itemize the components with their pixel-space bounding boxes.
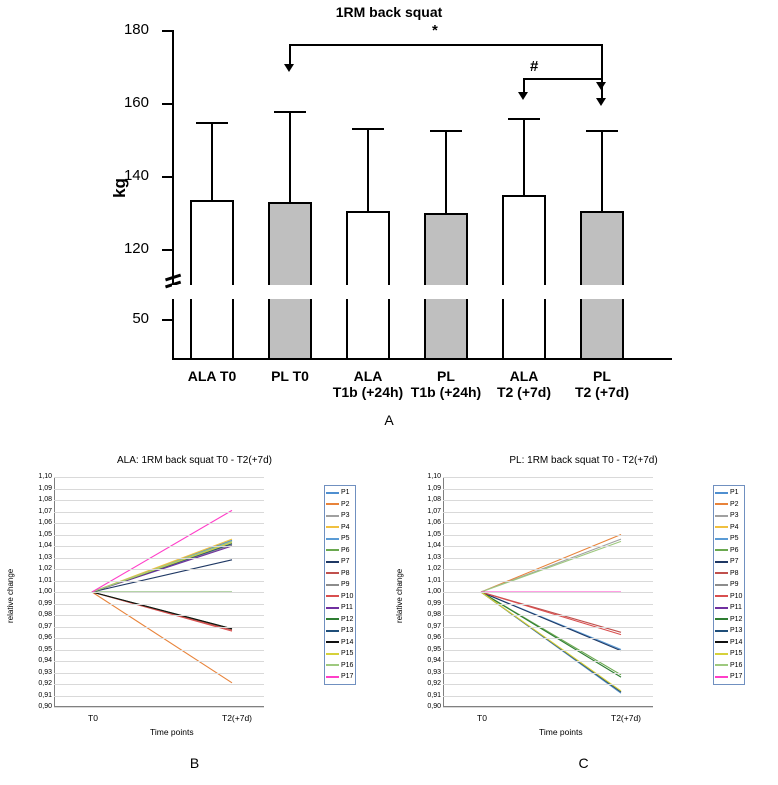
x-label-ala-t0 — [169, 368, 255, 384]
panel-b-plot-area — [38, 473, 264, 710]
legend-swatch — [715, 503, 728, 505]
y-tick-label: 0,92 — [38, 680, 52, 687]
y-tick-label: 0,97 — [38, 622, 52, 630]
legend-swatch — [326, 492, 339, 494]
legend-swatch — [326, 503, 339, 505]
y-axis-label: kg — [109, 178, 129, 198]
legend-item — [326, 579, 353, 591]
legend-item — [715, 487, 742, 499]
x-label-pl-t1b-line2: T1b (+24h) — [410, 384, 482, 400]
legend-label: P15 — [730, 650, 743, 658]
gridline — [443, 546, 653, 547]
legend-swatch — [326, 618, 339, 620]
error-bar-pl-t2 — [601, 130, 603, 212]
gridline — [54, 523, 264, 524]
panel-b-xtick-t0: T0 — [88, 713, 98, 723]
legend-swatch — [326, 584, 339, 586]
legend-swatch — [326, 561, 339, 563]
panel-b-y-axis-label: relative change — [6, 568, 15, 623]
y-tick-label: 1,06 — [38, 519, 52, 526]
error-cap-ala-t2 — [508, 118, 540, 120]
series-line-P7 — [92, 560, 232, 592]
legend-item — [715, 568, 742, 580]
legend-label: P8 — [730, 569, 739, 577]
legend-label: P13 — [341, 627, 354, 635]
legend-label: P5 — [730, 535, 739, 543]
legend-item — [715, 545, 742, 557]
y-tick-label: 0,95 — [38, 645, 52, 653]
legend-item — [326, 671, 353, 683]
bar-ala-t0-lower — [190, 299, 234, 358]
y-tick-label: 1,01 — [38, 576, 52, 584]
gridline — [54, 535, 264, 536]
panel-b-title: ALA: 1RM back squat T0 - T2(+7d) — [117, 455, 272, 466]
error-cap-pl-t1b — [430, 130, 462, 132]
y-tick-label: 1,09 — [427, 484, 441, 492]
legend-label: P2 — [341, 500, 350, 508]
y-tick-120 — [123, 240, 172, 257]
legend-label: P11 — [730, 604, 742, 612]
legend-item — [715, 522, 742, 534]
panel-c-plot-area — [427, 473, 653, 710]
legend-item — [326, 556, 353, 568]
legend-swatch — [326, 676, 339, 678]
legend-swatch — [715, 538, 728, 540]
x-label-pl-t2-line1: PL — [593, 368, 611, 384]
gridline — [443, 592, 653, 593]
y-tick-label: 1,08 — [38, 496, 52, 503]
chart-title: 1RM back squat — [335, 4, 443, 20]
legend-item — [715, 499, 742, 511]
series-line-P14 — [92, 592, 232, 629]
x-label-pl-t1b-line1: PL — [437, 368, 455, 384]
gridline — [443, 615, 653, 616]
legend-label: P1 — [341, 489, 350, 497]
legend-swatch — [715, 584, 728, 586]
gridline — [54, 661, 264, 662]
y-tick-label: 0,96 — [427, 634, 441, 641]
y-tick-label: 0,99 — [38, 599, 52, 607]
panel-letter-b: B — [189, 755, 200, 771]
bar-ala-t2-lower — [502, 299, 546, 358]
legend-swatch — [326, 664, 339, 666]
legend-item — [326, 660, 353, 672]
legend-swatch — [326, 595, 339, 597]
legend-label: P10 — [341, 592, 354, 600]
y-tick-label: 0,94 — [38, 657, 52, 664]
legend-item — [715, 556, 742, 568]
y-tick-label-50: 50 — [132, 310, 149, 327]
gridline — [443, 535, 653, 536]
series-line-P16 — [92, 541, 232, 592]
legend-label: P7 — [730, 558, 739, 566]
gridline — [443, 558, 653, 559]
y-tick-label: 1,05 — [38, 530, 52, 538]
x-label-ala-t2 — [481, 368, 567, 400]
x-label-ala-t2-line1: ALA — [509, 368, 539, 384]
error-cap-ala-t0 — [196, 122, 228, 124]
legend-label: P6 — [341, 546, 350, 554]
legend-item — [326, 499, 353, 511]
legend-swatch — [326, 526, 339, 528]
error-cap-pl-t2 — [586, 130, 618, 132]
y-tick-label: 0,96 — [38, 634, 52, 641]
series-line-P2 — [481, 535, 621, 593]
legend-label: P12 — [730, 615, 743, 623]
panel-c-xtick-t2: T2(+7d) — [611, 713, 641, 723]
legend-label: P10 — [730, 592, 743, 600]
panel-b-line-chart — [0, 455, 389, 785]
gridline — [443, 489, 653, 490]
sig-arrow-star-left — [284, 64, 294, 72]
legend-swatch — [715, 572, 728, 574]
y-tick-label: 1,03 — [38, 553, 52, 561]
gridline — [54, 592, 264, 593]
sig-arrow-hash-left — [518, 92, 528, 100]
bar-ala-t1b-lower — [346, 299, 390, 358]
legend-item — [715, 660, 742, 672]
y-axis-line — [123, 21, 174, 360]
series-line-P12 — [481, 592, 621, 677]
y-tick-label: 1,06 — [427, 519, 441, 526]
x-label-ala-t1b — [325, 368, 411, 400]
gridline — [443, 627, 653, 628]
gridline — [54, 673, 264, 674]
panel-b-legend — [324, 485, 356, 685]
gridline — [443, 581, 653, 582]
panel-b-x-axis-label: Time points — [150, 727, 194, 737]
y-tick-label: 1,09 — [38, 484, 52, 492]
y-tick-label: 0,91 — [38, 691, 52, 699]
y-tick-label: 0,90 — [427, 703, 441, 710]
x-label-pl-t2-line2: T2 (+7d) — [574, 384, 630, 400]
gridline — [443, 512, 653, 513]
axis-break-band — [172, 285, 672, 299]
x-label-pl-t1b — [403, 368, 489, 400]
gridline — [443, 661, 653, 662]
legend-item — [326, 533, 353, 545]
sig-bracket-star-left — [289, 44, 291, 66]
legend-item — [326, 614, 353, 626]
legend-item — [715, 671, 742, 683]
gridline — [54, 604, 264, 605]
gridline — [54, 512, 264, 513]
gridline — [54, 569, 264, 570]
legend-swatch — [715, 515, 728, 517]
legend-label: P17 — [341, 673, 354, 681]
legend-item — [326, 591, 353, 603]
y-tick-180 — [123, 21, 172, 38]
y-tick-label: 1,00 — [38, 588, 52, 595]
y-tick-label: 1,03 — [427, 553, 441, 561]
legend-item — [715, 625, 742, 637]
y-tick-label: 0,90 — [38, 703, 52, 710]
x-label-pl-t2 — [559, 368, 645, 400]
gridline — [443, 604, 653, 605]
legend-swatch — [326, 607, 339, 609]
x-label-ala-t0-line1: ALA T0 — [187, 368, 237, 384]
panel-c-title: PL: 1RM back squat T0 - T2(+7d) — [509, 455, 658, 466]
legend-label: P7 — [341, 558, 350, 566]
panel-b-xtick-t2: T2(+7d) — [222, 713, 252, 723]
error-cap-pl-t0 — [274, 111, 306, 113]
legend-swatch — [326, 641, 339, 643]
gridline — [443, 569, 653, 570]
gridline — [54, 707, 264, 708]
legend-item — [715, 579, 742, 591]
gridline — [54, 489, 264, 490]
gridline — [443, 684, 653, 685]
bar-pl-t0-lower — [268, 299, 312, 358]
series-line-P10 — [481, 592, 621, 635]
gridline — [443, 707, 653, 708]
legend-swatch — [715, 549, 728, 551]
error-bar-ala-t1b — [367, 128, 369, 212]
legend-item — [715, 602, 742, 614]
gridline — [443, 696, 653, 697]
legend-item — [715, 533, 742, 545]
legend-label: P4 — [341, 523, 350, 531]
legend-swatch — [715, 618, 728, 620]
panel-c-line-chart — [389, 455, 778, 785]
gridline — [443, 638, 653, 639]
y-tick-label: 0,98 — [427, 611, 441, 618]
gridline — [54, 615, 264, 616]
x-label-ala-t1b-line1: ALA — [353, 368, 383, 384]
y-tick-label-140: 140 — [123, 167, 149, 184]
x-label-ala-t2-line2: T2 (+7d) — [496, 384, 552, 400]
y-tick-label: 0,98 — [38, 611, 52, 618]
legend-swatch — [715, 595, 728, 597]
sig-arrow-hash-right — [596, 98, 606, 106]
legend-item — [326, 510, 353, 522]
legend-label: P3 — [730, 512, 739, 520]
legend-swatch — [715, 607, 728, 609]
y-tick-label: 1,02 — [38, 565, 52, 572]
gridline — [54, 500, 264, 501]
legend-label: P12 — [341, 615, 354, 623]
y-tick-label: 0,97 — [427, 622, 441, 630]
error-bar-ala-t2 — [523, 118, 525, 196]
sig-bracket-hash-right — [601, 78, 603, 100]
legend-label: P3 — [341, 512, 350, 520]
bar-pl-t2-lower — [580, 299, 624, 358]
legend-label: P8 — [341, 569, 350, 577]
x-label-pl-t0 — [247, 368, 333, 384]
y-tick-label: 0,91 — [427, 691, 441, 699]
y-tick-label-120: 120 — [123, 240, 149, 257]
legend-label: P5 — [341, 535, 350, 543]
x-label-pl-t0-line1: PL T0 — [271, 368, 309, 384]
gridline — [443, 523, 653, 524]
legend-swatch — [326, 653, 339, 655]
x-label-ala-t1b-line2: T1b (+24h) — [332, 384, 404, 400]
gridline — [54, 627, 264, 628]
legend-swatch — [326, 515, 339, 517]
y-tick-50 — [132, 310, 172, 327]
legend-swatch — [715, 664, 728, 666]
gridline — [54, 581, 264, 582]
legend-swatch — [326, 630, 339, 632]
sig-bracket-star — [289, 44, 601, 46]
gridline — [54, 638, 264, 639]
legend-swatch — [326, 572, 339, 574]
legend-item — [715, 614, 742, 626]
legend-item — [326, 545, 353, 557]
legend-label: P13 — [730, 627, 743, 635]
gridline — [443, 500, 653, 501]
legend-label: P9 — [730, 581, 739, 589]
y-tick-label: 0,99 — [427, 599, 441, 607]
legend-label: P1 — [730, 489, 739, 497]
legend-swatch — [715, 526, 728, 528]
legend-swatch — [326, 538, 339, 540]
gridline — [54, 546, 264, 547]
y-tick-label: 1,10 — [38, 473, 52, 480]
y-tick-label: 1,07 — [427, 507, 441, 515]
legend-label: P14 — [341, 638, 354, 646]
gridline — [443, 650, 653, 651]
legend-label: P16 — [730, 661, 743, 669]
sig-symbol-star: * — [432, 22, 438, 39]
legend-swatch — [715, 561, 728, 563]
legend-swatch — [715, 492, 728, 494]
legend-label: P9 — [341, 581, 350, 589]
legend-item — [326, 522, 353, 534]
legend-item — [715, 648, 742, 660]
gridline — [54, 696, 264, 697]
panel-letter-a: A — [384, 412, 394, 428]
y-tick-label: 1,00 — [427, 588, 441, 595]
legend-label: P16 — [341, 661, 354, 669]
legend-item — [326, 602, 353, 614]
legend-item — [326, 487, 353, 499]
y-tick-label: 1,01 — [427, 576, 441, 584]
legend-item — [326, 648, 353, 660]
legend-label: P17 — [730, 673, 743, 681]
y-tick-label: 1,02 — [427, 565, 441, 572]
legend-item — [326, 637, 353, 649]
legend-label: P6 — [730, 546, 739, 554]
sig-symbol-hash: # — [530, 58, 539, 75]
legend-item — [715, 510, 742, 522]
y-tick-label-160: 160 — [123, 94, 149, 111]
y-tick-label: 1,04 — [38, 542, 52, 549]
legend-item — [326, 625, 353, 637]
y-tick-label: 0,93 — [427, 668, 441, 676]
panel-c-legend — [713, 485, 745, 685]
y-tick-label: 1,10 — [427, 473, 441, 480]
gridline — [443, 477, 653, 478]
y-tick-label: 0,95 — [427, 645, 441, 653]
legend-item — [326, 568, 353, 580]
legend-item — [715, 591, 742, 603]
x-axis-line — [172, 358, 672, 360]
gridline — [54, 650, 264, 651]
legend-swatch — [715, 641, 728, 643]
y-tick-label-180: 180 — [123, 21, 149, 38]
sig-bracket-hash — [523, 78, 602, 80]
error-cap-ala-t1b — [352, 128, 384, 130]
gridline — [54, 477, 264, 478]
panel-c-y-axis-label: relative change — [395, 568, 404, 623]
legend-label: P2 — [730, 500, 739, 508]
legend-label: P15 — [341, 650, 354, 658]
series-line-P16 — [481, 541, 621, 592]
y-tick-label: 1,08 — [427, 496, 441, 503]
error-bar-pl-t1b — [445, 130, 447, 214]
legend-swatch — [715, 653, 728, 655]
legend-swatch — [715, 676, 728, 678]
error-bar-pl-t0 — [289, 111, 291, 203]
y-tick-160 — [123, 94, 172, 111]
legend-label: P14 — [730, 638, 743, 646]
y-tick-label: 1,07 — [38, 507, 52, 515]
legend-label: P11 — [341, 604, 353, 612]
y-tick-label: 0,92 — [427, 680, 441, 687]
y-tick-label: 0,93 — [38, 668, 52, 676]
y-tick-label: 0,94 — [427, 657, 441, 664]
legend-swatch — [326, 549, 339, 551]
panel-c-x-axis-label: Time points — [539, 727, 583, 737]
gridline — [443, 673, 653, 674]
gridline — [54, 558, 264, 559]
bar-pl-t1b-lower — [424, 299, 468, 358]
y-tick-label: 1,04 — [427, 542, 441, 549]
legend-item — [715, 637, 742, 649]
error-bar-ala-t0 — [211, 122, 213, 202]
panel-letter-c: C — [578, 755, 589, 771]
legend-swatch — [715, 630, 728, 632]
panel-c-xtick-t0: T0 — [477, 713, 487, 723]
y-tick-label: 1,05 — [427, 530, 441, 538]
gridline — [54, 684, 264, 685]
y-tick-140 — [123, 167, 172, 184]
legend-label: P4 — [730, 523, 739, 531]
